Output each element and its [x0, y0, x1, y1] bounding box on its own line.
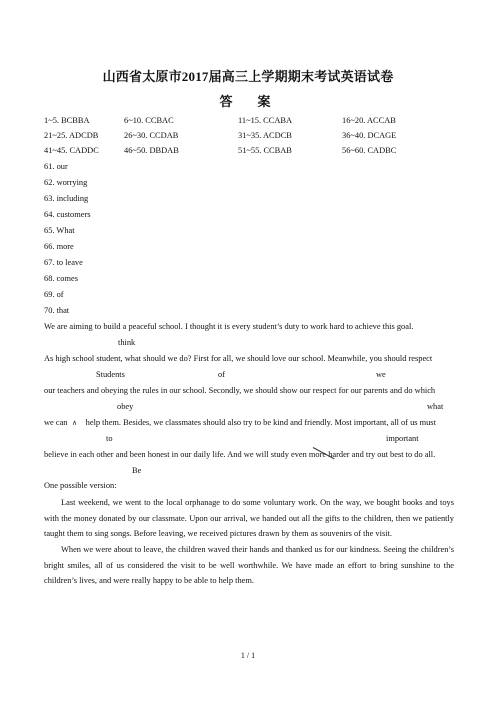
answer-group: 56~60. CADBC [342, 146, 397, 155]
correction-mark: to [106, 434, 113, 443]
essay-paragraph: When we were about to leave, the children waved their hands and thanked us for our kindness. Seeing the children’s bright smiles, all of us considered the visit to be well worthwhile. We have made an effort to bring sunshine to the children’s lives, and were really happy to be able to help them. [44, 545, 454, 586]
correction-line [44, 418, 436, 427]
blank-answer: 63. including [44, 194, 89, 203]
correction-mark: we [376, 370, 386, 379]
blank-answer: 66. more [44, 242, 74, 251]
essay-paragraph: Last weekend, we went to the local orphanage to do some voluntary work. On the way, we bought books and toys with the money donated by our classmate. Upon our arrival, we handed out all the gifts to the children, then we patiently taught them to sing songs. Before leaving, we received pictures drawn by them as souvenirs of the visit. [44, 498, 454, 539]
answer-group: 11~15. CCABA [238, 116, 293, 125]
blank-answer: 64. customers [44, 210, 91, 219]
correction-line: As high school student, what should we do? First for all, we should love our school. Meanwhile, you should respect [44, 354, 433, 363]
page-title: 山西省太原市2017届高三上学期期末考试英语试卷 [102, 69, 394, 84]
correction-mark: what [427, 402, 444, 411]
correction-line: believe in each other and been honest in our daily life. And we will study even more harder and try out best to do all. [44, 450, 436, 459]
blank-answer: 67. to leave [44, 258, 83, 267]
correction-line-start: we can [44, 418, 68, 427]
answer-group: 6~10. CCBAC [124, 116, 174, 125]
answer-group: 21~25. ADCDB [44, 131, 99, 140]
blank-answer: 68. comes [44, 274, 78, 283]
blank-answer: 61. our [44, 162, 68, 171]
correction-mark: important [386, 434, 419, 443]
answer-group: 26~30. CCDAB [124, 131, 179, 140]
answer-group: 46~50. DBDAB [124, 146, 179, 155]
blank-answer: 65. What [44, 226, 75, 235]
correction-line: We are aiming to build a peaceful school. I thought it is every student’s duty to work hard to achieve this goal. [44, 322, 414, 331]
page-subtitle: 答 案 [219, 94, 277, 109]
blank-answer: 62. worrying [44, 178, 88, 187]
answer-group: 31~35. ACDCB [238, 131, 292, 140]
answer-group: 41~45. CADDC [44, 146, 99, 155]
answer-group: 36~40. DCAGE [342, 131, 397, 140]
correction-mark: obey [117, 402, 134, 411]
answer-group: 1~5. BCBBA [44, 116, 90, 125]
correction-mark: Be [132, 466, 142, 475]
page-number: 1 / 1 [240, 651, 256, 660]
insert-caret-icon: ∧ [72, 419, 78, 427]
correction-mark: of [218, 370, 225, 379]
blank-answer: 70. that [44, 306, 70, 315]
correction-mark: think [118, 338, 136, 347]
blank-answer: 69. of [44, 290, 64, 299]
correction-line: our teachers and obeying the rules in our school. Secondly, we should show our respect for our parents and do which [44, 386, 436, 395]
correction-mark: Students [96, 370, 125, 379]
correction-line-rest: help them. Besides, we classmates should also try to be kind and friendly. Most important, all of us must [85, 418, 436, 427]
answer-group: 16~20. ACCAB [342, 116, 396, 125]
answer-group: 51~55. CCBAB [238, 146, 292, 155]
essay-heading: One possible version: [44, 481, 117, 490]
